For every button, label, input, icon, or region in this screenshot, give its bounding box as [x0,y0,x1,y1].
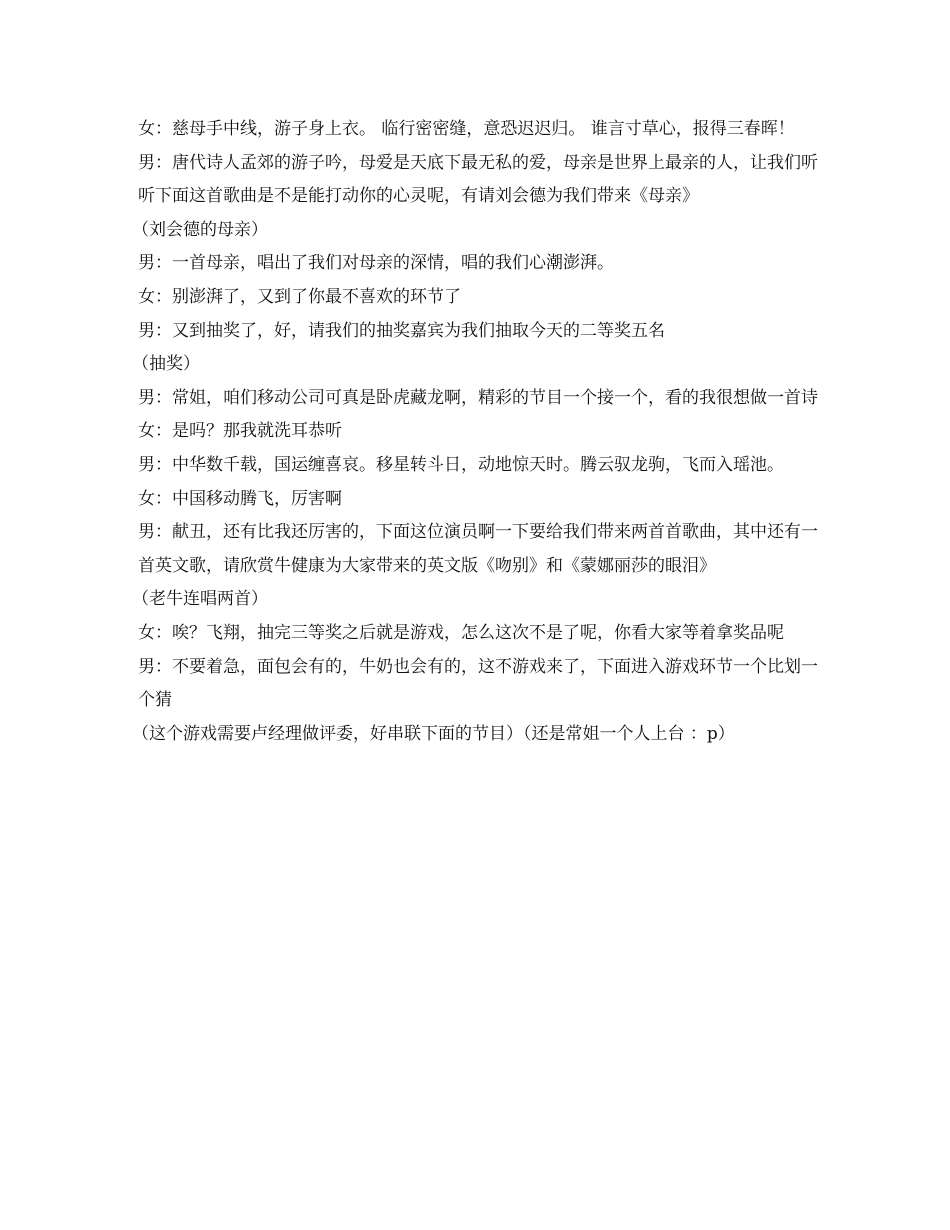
dialogue-line: 女：慈母手中线，游子身上衣。 临行密密缝，意恐迟迟归。 谁言寸草心，报得三春晖！ [138,119,795,139]
dialogue-line: 男：不要着急，面包会有的，牛奶也会有的，这不游戏来了，下面进入游戏环节一个比划一个猜 [138,656,818,711]
dialogue-line: 女：是吗？那我就洗耳恭听 [138,421,342,442]
dialogue-line: 女：别澎湃了，又到了你最不喜欢的环节了 [138,286,461,307]
stage-direction: （刘会德的母亲） [132,219,268,240]
dialogue-line: 男：献丑，还有比我还厉害的，下面这位演员啊一下要给我们带来两首首歌曲，其中还有一首英文歌，请欣赏牛健康为大家带来的英文版《吻别》和《蒙娜丽莎的眼泪》 [138,522,818,576]
dialogue-line: 男：一首母亲，唱出了我们对母亲的深情，唱的我们心潮澎湃。 [138,253,614,274]
dialogue-line: 男：常姐，咱们移动公司可真是卧虎藏龙啊，精彩的节目一个接一个，看的我很想做一首诗 [138,387,818,408]
script-text-body [132,113,818,751]
dialogue-line: 女：中国移动腾飞，厉害啊 [138,488,342,509]
stage-direction: （抽奖） [132,354,200,375]
dialogue-line: 男：又到抽奖了，好，请我们的抽奖嘉宾为我们抽取今天的二等奖五名 [138,320,665,341]
dialogue-line: 男：唐代诗人孟郊的游子吟，母爱是天底下最无私的爱，母亲是世界上最亲的人，让我们听听下面这首歌曲是不是能打动你的心灵呢，有请刘会德为我们带来《母亲》 [138,152,818,207]
dialogue-line: 男：中华数千载，国运缠喜哀。移星转斗日，动地惊天时。腾云驭龙驹，飞而入瑶池。 [138,454,784,475]
stage-direction: （这个游戏需要卢经理做评委，好串联下面的节目）（还是常姐一个人上台 ：p） [132,723,735,744]
dialogue-line: 女：唉？飞翔，抽完三等奖之后就是游戏，怎么这次不是了呢，你看大家等着拿奖品呢 [138,622,784,643]
stage-direction: （老牛连唱两首） [132,589,268,610]
